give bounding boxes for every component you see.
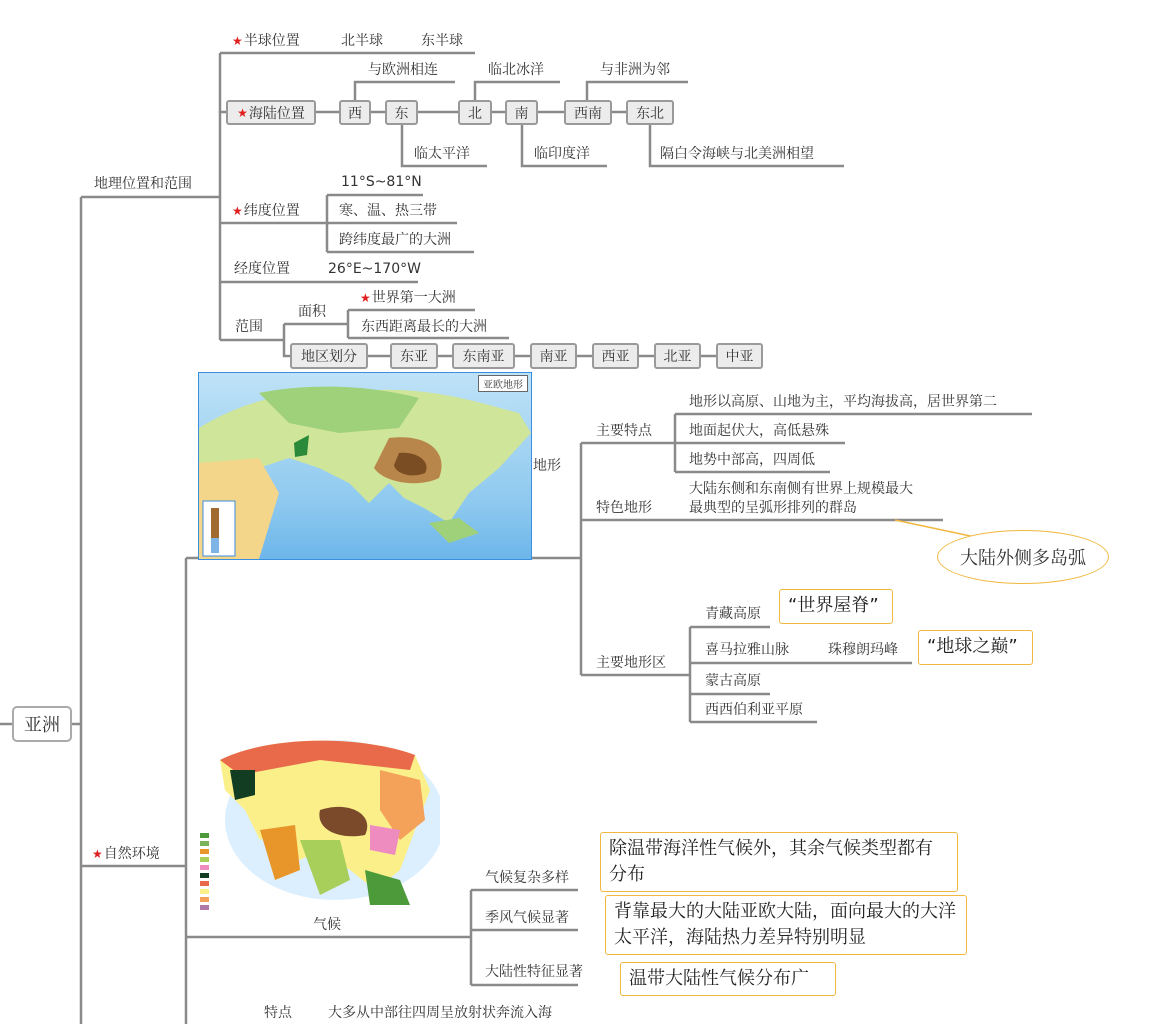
node-continental[interactable]: 大陆性特征显著: [485, 964, 583, 980]
leaf-special-line-1[interactable]: 大陆东侧和东南侧有世界上规模最大: [689, 481, 913, 497]
leaf-special-line-2[interactable]: 最典型的呈弧形排列的群岛: [689, 500, 857, 516]
leaf-terrain-feature[interactable]: 地势中部高，四周低: [689, 452, 815, 468]
leaf-widest-latitude[interactable]: 跨纬度最广的大洲: [339, 232, 451, 248]
node-monsoon[interactable]: 季风气候显著: [485, 910, 569, 926]
node-northeast[interactable]: 东北: [626, 100, 674, 125]
root-node-asia[interactable]: 亚洲: [12, 706, 72, 742]
leaf-latitude-range[interactable]: 11°S~81°N: [341, 174, 422, 190]
star-icon: ★: [232, 34, 243, 48]
climate-map-image: [200, 730, 440, 912]
note-africa[interactable]: 与非洲为邻: [600, 62, 670, 78]
leaf-terrain-feature[interactable]: 地面起伏大，高低悬殊: [689, 423, 829, 439]
node-sea-land[interactable]: [226, 100, 316, 125]
terrain-map-graphic: [199, 373, 531, 559]
leaf-east-hemisphere[interactable]: 东半球: [421, 33, 463, 49]
leaf-terrain-feature[interactable]: 地形以高原、山地为主，平均海拔高，居世界第二: [689, 394, 997, 410]
callout-top-of-earth: “地球之巅”: [918, 630, 1033, 665]
node-label: 海陆位置: [248, 105, 305, 122]
node-southwest[interactable]: 西南: [564, 100, 612, 125]
node-major-regions[interactable]: 主要地形区: [596, 655, 666, 671]
leaf-tibet-plateau[interactable]: 青藏高原: [705, 606, 761, 622]
node-label: 纬度位置: [243, 203, 300, 219]
node-hemisphere[interactable]: [232, 32, 300, 50]
node-south[interactable]: 南: [505, 100, 538, 125]
node-area[interactable]: 面积: [298, 304, 326, 320]
leaf-label: 世界第一大洲: [371, 290, 456, 306]
region-north-asia[interactable]: 北亚: [654, 343, 701, 369]
leaf-three-zones[interactable]: 寒、温、热三带: [339, 203, 437, 219]
branch-nature[interactable]: [92, 845, 160, 863]
star-icon: ★: [232, 204, 243, 218]
star-icon: ★: [92, 847, 103, 861]
leaf-river-flow[interactable]: 大多从中部往四周呈放射状奔流入海: [328, 1005, 552, 1021]
region-central-asia[interactable]: 中亚: [716, 343, 763, 369]
node-climate[interactable]: 气候: [313, 917, 341, 933]
callout-climate-diverse: 除温带海洋性气候外，其余气候类型都有分布: [600, 832, 958, 892]
star-icon: ★: [237, 105, 248, 120]
terrain-map-image: [198, 372, 532, 560]
callout-roof-of-world: “世界屋脊”: [779, 589, 893, 624]
leaf-everest[interactable]: 珠穆朗玛峰: [828, 642, 898, 658]
leaf-longest-east-west[interactable]: 东西距离最长的大洲: [361, 319, 487, 335]
node-label: 半球位置: [243, 33, 300, 49]
note-arctic[interactable]: 临北冰洋: [488, 62, 544, 78]
note-europe[interactable]: 与欧洲相连: [368, 62, 438, 78]
node-longitude[interactable]: 经度位置: [234, 261, 290, 277]
note-indian[interactable]: 临印度洋: [534, 146, 590, 162]
node-regions[interactable]: 地区划分: [290, 343, 368, 369]
callout-continental: 温带大陆性气候分布广: [620, 962, 836, 996]
node-climate-diverse[interactable]: 气候复杂多样: [485, 870, 569, 886]
climate-map-graphic: [200, 730, 440, 912]
leaf-north-hemisphere[interactable]: 北半球: [341, 33, 383, 49]
branch-geo-location[interactable]: 地理位置和范围: [94, 176, 192, 192]
star-icon: ★: [360, 291, 371, 305]
node-east[interactable]: 东: [385, 100, 418, 125]
region-east-asia[interactable]: 东亚: [390, 343, 438, 369]
note-bering[interactable]: 隔白令海峡与北美洲相望: [660, 146, 814, 162]
node-river-features[interactable]: 特点: [264, 1005, 292, 1021]
leaf-largest-continent[interactable]: [360, 289, 456, 307]
node-label: 自然环境: [103, 846, 160, 862]
node-terrain[interactable]: 地形: [533, 458, 561, 474]
node-special-terrain[interactable]: 特色地形: [596, 500, 652, 516]
node-range[interactable]: 范围: [235, 319, 263, 335]
region-west-asia[interactable]: 西亚: [592, 343, 639, 369]
node-latitude[interactable]: [232, 202, 300, 220]
leaf-himalaya[interactable]: 喜马拉雅山脉: [705, 642, 789, 658]
note-pacific[interactable]: 临太平洋: [414, 146, 470, 162]
terrain-map-title: 亚欧地形: [478, 375, 528, 392]
callout-monsoon: 背靠最大的大陆亚欧大陆，面向最大的大洋太平洋，海陆热力差异特别明显: [605, 895, 967, 955]
region-south-asia[interactable]: 南亚: [530, 343, 577, 369]
region-southeast-asia[interactable]: 东南亚: [452, 343, 515, 369]
leaf-longitude-range[interactable]: 26°E~170°W: [328, 261, 421, 277]
node-terrain-features[interactable]: 主要特点: [596, 423, 652, 439]
leaf-west-siberian-plain[interactable]: 西西伯利亚平原: [705, 702, 803, 718]
leaf-mongolian-plateau[interactable]: 蒙古高原: [705, 673, 761, 689]
callout-island-arcs: 大陆外侧多岛弧: [937, 530, 1109, 584]
node-north[interactable]: 北: [458, 100, 492, 125]
node-west[interactable]: 西: [339, 100, 371, 125]
